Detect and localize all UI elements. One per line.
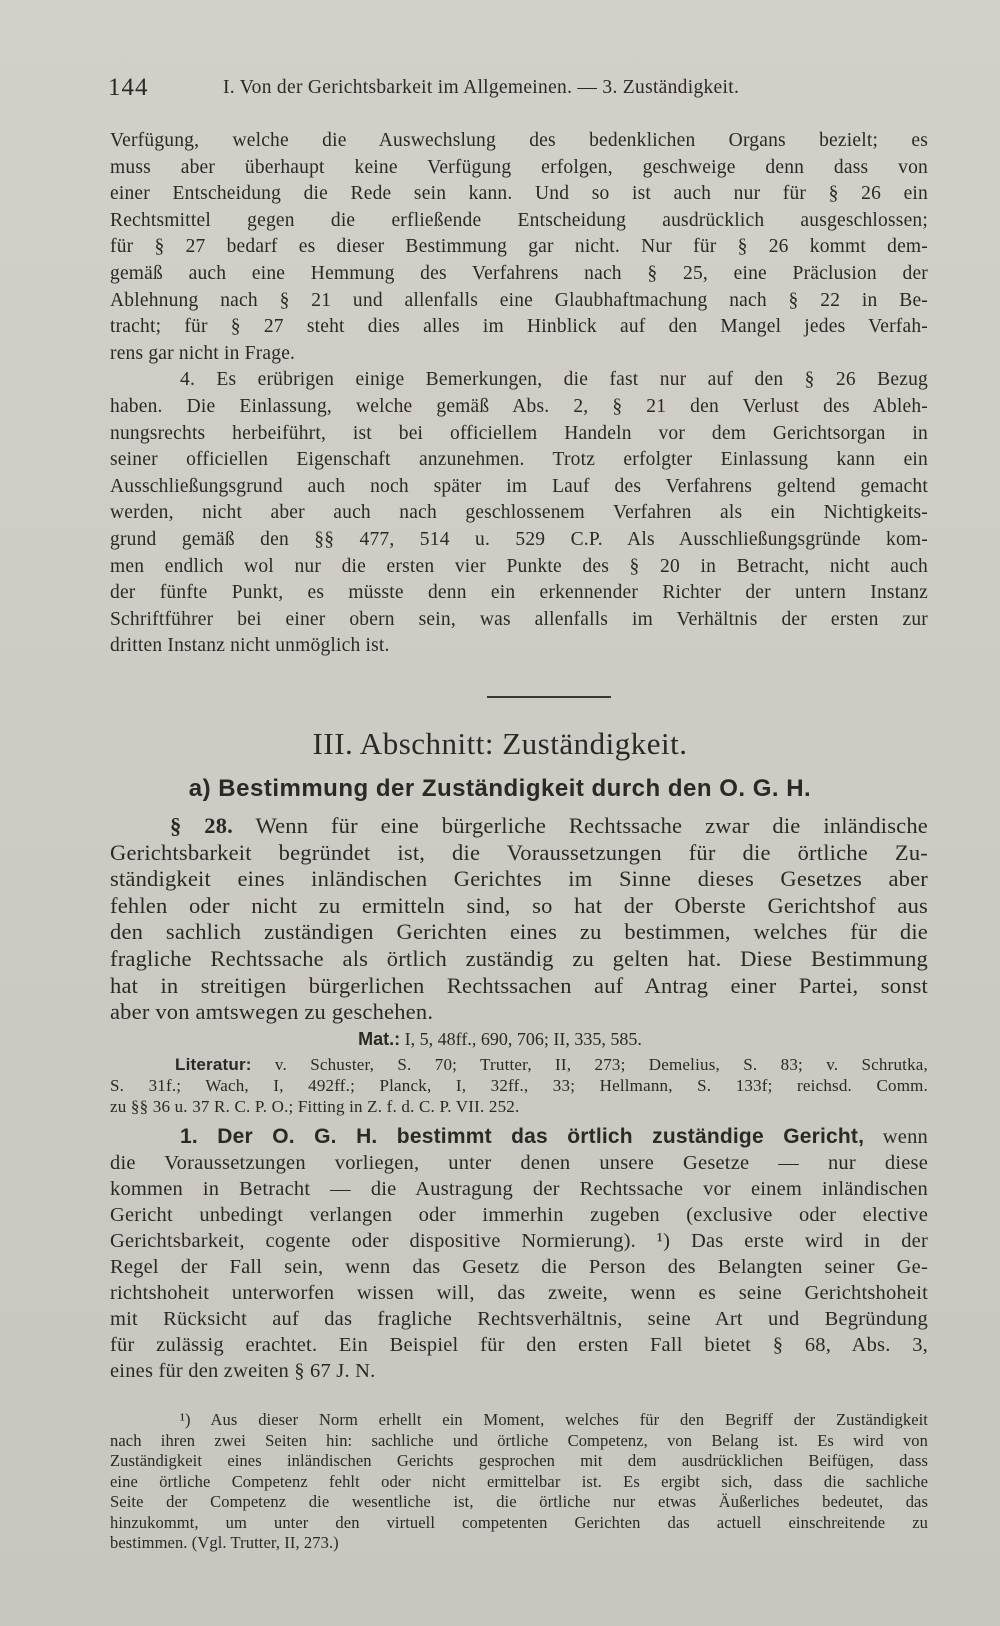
- text-line: 4. Es erübrigen einige Bemerkungen, die fast nur auf den § 26 Bezug: [180, 369, 928, 391]
- text-line: Ablehnung nach § 21 und allenfalls eine Glaubhaftmachung nach § 22 in Be-: [110, 289, 928, 311]
- text-line: eines für den zweiten § 67 J. N.: [110, 1360, 376, 1382]
- text-line: Verfügung, welche die Auswechslung des bedenklichen Organs bezielt; es: [110, 130, 928, 151]
- text-line: fragliche Rechtssache als örtlich zuständig zu gelten hat. Diese Bestimmung: [110, 945, 928, 971]
- text-line: [110, 1124, 928, 1150]
- text-line: die Voraussetzungen vorliegen, unter denen unsere Gesetze — nur diese: [110, 1152, 928, 1174]
- text-line: muss aber überhaupt keine Verfügung erfolgen, geschweige denn dass von: [110, 156, 928, 178]
- text-line: Schriftführer bei einer obern sein, was allenfalls im Verhältnis der ersten zur: [110, 608, 928, 630]
- text-line: einer Entscheidung die Rede sein kann. Und so ist auch nur für § 26 ein: [110, 183, 928, 205]
- text-line: rens gar nicht in Frage.: [110, 342, 296, 364]
- text-line: Gerichtsbarkeit, cogente oder dispositive Normierung). ¹) Das erste wird in der: [110, 1230, 928, 1252]
- text-line: hinzukommt, um unter den virtuell competenten Gerichten das actuell einschreitende zu: [110, 1512, 928, 1532]
- text-line: Ausschließungsgrund auch noch später im Lauf des Verfahrens geltend gemacht: [110, 475, 928, 497]
- section-title: III. Abschnitt: Zuständigkeit.: [312, 726, 688, 761]
- section-mark: § 28.: [170, 813, 234, 838]
- text-line: nach ihren zwei Seiten hin: sachliche und örtliche Competenz, von Belang ist. Es wird von: [110, 1430, 928, 1450]
- text-line: kommen in Betracht — die Austragung der Rechtssache vor einem inländischen: [110, 1178, 928, 1200]
- text-line: für zulässig erachtet. Ein Beispiel für den ersten Fall bietet § 68, Abs. 3,: [110, 1334, 928, 1356]
- text-line: nungsrechts herbeiführt, ist bei officiellem Handeln vor dem Gerichtsorgan in: [110, 422, 928, 444]
- text-line: bestimmen. (Vgl. Trutter, II, 273.): [110, 1533, 339, 1552]
- text-line: Regel der Fall sein, wenn das Gesetz die Person des Belangten seiner Ge-: [110, 1256, 928, 1278]
- text-line: hat in streitigen bürgerlichen Rechtssachen auf Antrag einer Partei, sonst: [110, 972, 928, 998]
- text-line: seiner officiellen Eigenschaft anzunehmen. Trotz erfolgter Einlassung kann ein: [110, 449, 928, 471]
- paragraph-1: [110, 128, 928, 660]
- text-line: men endlich wol nur die ersten vier Punkte des § 20 in Betracht, nicht auch: [110, 555, 928, 577]
- text-line: Gericht unbedingt verlangen oder immerhin zugeben (exclusive oder elective: [110, 1204, 928, 1226]
- text-fragment: Wenn für eine bürgerliche Rechtssache zwar die inländische: [233, 813, 928, 838]
- footnote: [110, 1410, 928, 1554]
- materials-text: I, 5, 48ff., 690, 706; II, 335, 585.: [400, 1029, 642, 1049]
- text-line: den sachlich zuständigen Gerichten eines zu bestimmen, welches für die: [110, 919, 928, 945]
- paragraph-3: [110, 1124, 928, 1384]
- text-line: Gerichtsbarkeit begründet ist, die Voraussetzungen für die örtliche Zu-: [110, 839, 928, 865]
- text-line: werden, nicht aber auch nach geschlossenem Verfahren als ein Nichtigkeits-: [110, 502, 928, 524]
- subsection-title: a) Bestimmung der Zuständigkeit durch den O. G. H.: [188, 775, 812, 802]
- text-line: eine örtliche Competenz fehlt oder nicht ermittelbar ist. Es ergibt sich, dass die sachliche: [110, 1471, 928, 1491]
- text-line: grund gemäß den §§ 477, 514 u. 529 C.P. Als Ausschließungsgründe kom-: [110, 528, 928, 550]
- text-line: [110, 1054, 928, 1075]
- text-line: gemäß auch eine Hemmung des Verfahrens nach § 25, eine Präclusion der: [110, 262, 928, 284]
- text-line: Rechtsmittel gegen die erfließende Entscheidung ausdrücklich ausgeschlossen;: [110, 209, 928, 231]
- text-line: haben. Die Einlassung, welche gemäß Abs. 2, § 21 den Verlust des Ableh-: [110, 395, 928, 417]
- text-line: mit Rücksicht auf das fragliche Rechtsverhältnis, seine Art und Begründung: [110, 1308, 928, 1330]
- text-line: Seite der Competenz die wesentliche ist, die örtliche nur etwas Äußerliches bedeutet, das: [110, 1492, 928, 1511]
- text-line: ständigkeit eines inländischen Gerichtes im Sinne dieses Gesetzes aber: [110, 866, 928, 892]
- text-line: tracht; für § 27 steht dies alles im Hinblick auf den Mangel jedes Verfah-: [110, 316, 928, 338]
- text-line: S. 31f.; Wach, I, 492ff.; Planck, I, 32ff., 33; Hellmann, S. 133f; reichsd. Comm.: [110, 1076, 928, 1095]
- text-line: ¹) Aus dieser Norm erhellt ein Moment, welches für den Begriff der Zuständigkeit: [180, 1410, 928, 1429]
- text-fragment: wenn: [864, 1126, 928, 1148]
- materials-label: Mat.:: [358, 1029, 401, 1049]
- paragraph-28: [110, 813, 928, 1026]
- text-line: Zuständigkeit eines inländischen Gerichts gesprochen mit dem ausdrücklichen Beifügen, dass: [110, 1451, 928, 1470]
- text-line: für § 27 bedarf es dieser Bestimmung gar nicht. Nur für § 26 kommt dem-: [110, 236, 928, 258]
- text-line: richtshoheit unterworfen wissen will, das zweite, wenn es seine Gerichtshoheit: [110, 1282, 928, 1304]
- page-number: 144: [108, 74, 149, 101]
- text-line: dritten Instanz nicht unmöglich ist.: [110, 635, 390, 657]
- text-fragment: v. Schuster, S. 70; Trutter, II, 273; Demelius, S. 83; v. Schrutka,: [251, 1055, 928, 1074]
- literature-label: Literatur:: [175, 1055, 252, 1074]
- page-header: [108, 74, 928, 114]
- text-line: fehlen oder nicht zu ermitteln sind, so hat der Oberste Gerichtshof aus: [110, 892, 928, 918]
- section-divider: [487, 696, 611, 698]
- lead-text: 1. Der O. G. H. bestimmt das örtlich zuständige Gericht,: [180, 1125, 865, 1148]
- materials-reference: [0, 1029, 1000, 1050]
- text-line: aber von amtswegen zu geschehen.: [110, 999, 434, 1025]
- running-head: I. Von der Gerichtsbarkeit im Allgemeinen. — 3. Zuständigkeit.: [223, 77, 740, 98]
- text-line: zu §§ 36 u. 37 R. C. P. O.; Fitting in Z. f. d. C. P. VII. 252.: [110, 1097, 520, 1116]
- literature-reference: [110, 1054, 928, 1117]
- text-line: [110, 813, 928, 840]
- text-line: der fünfte Punkt, es müsste denn ein erkennender Richter der untern Instanz: [110, 582, 928, 604]
